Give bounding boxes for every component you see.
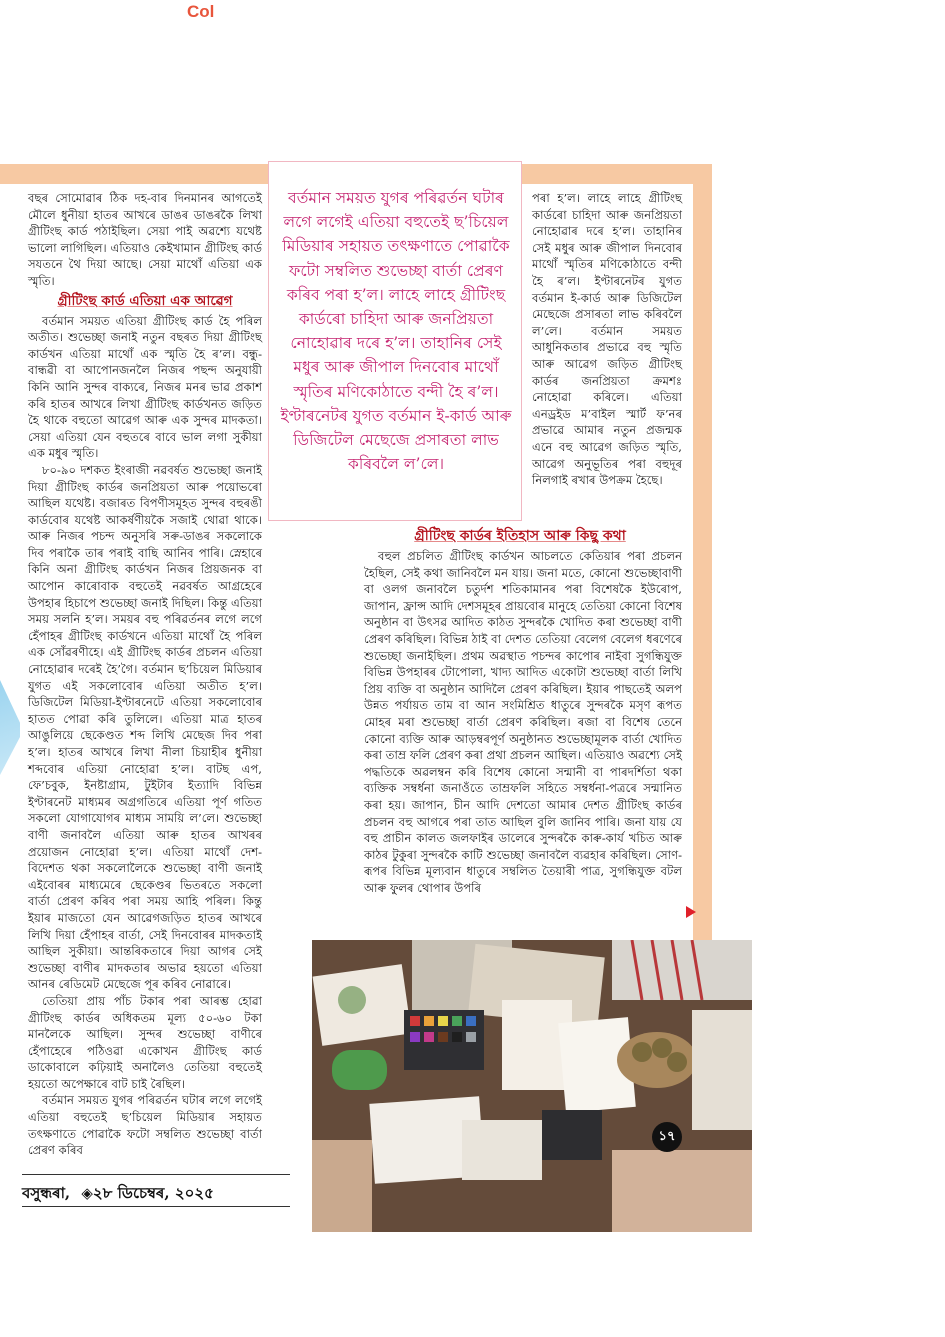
paragraph-intro: বছৰ সোমোৱাৰ ঠিক দহ-বাৰ দিনমানৰ আগতেই মৌলে ধুনীয়া হাতৰ আখৰে ডাঙৰ ডাঙৰকৈ লিখা গ্ৰীটিংছ কাৰ্ড পঠাইছিল। সেয়া পাই অৱশ্যে যথেষ্ট ভালো লাগিছিল। এতিয়াও কেইখামান গ্ৰীটিংছ কাৰ্ড সযতনে থৈ দিয়া আছে। সেয়া মাথোঁ এতিয়া এক স্মৃতি। bbox=[28, 191, 262, 288]
column-history bbox=[364, 548, 682, 896]
column-left bbox=[28, 190, 262, 1159]
paragraph: বৰ্তমান সময়ত এতিয়া গ্ৰীটিংছ কাৰ্ড হৈ পৰিল অতীত। শুভেচ্ছা জনাই নতুন বছৰত দিয়া গ্ৰীটিংছ কাৰ্ডখন এতিয়া মাথোঁ এক স্মৃতি হৈ ৰ’ল। বন্ধু-বান্ধৱী বা আপোনজনলৈ নিজৰ পছন্দ অনুযায়ী কিনি আনি সুন্দৰ বাক্যৰে, নিজৰ মনৰ ভাৱ প্ৰকাশ কৰি হাতৰ আখৰে লিখা গ্ৰীটিংছ কাৰ্ডখনত জড়িত হৈ থাকে বহুতো আৱেগ আৰু এক সুন্দৰ মাদকতা। সেয়া এতিয়া যেন বহুতৰে বাবে ভাল লগা সুকীয়া এক মধুৰ স্মৃতি। bbox=[28, 313, 262, 461]
continue-arrow-icon bbox=[686, 906, 696, 918]
photo-craft-table bbox=[312, 940, 752, 1232]
paragraph: ৮০-৯০ দশকত ইংৰাজী নৱবৰ্ষত শুভেচ্ছা জনাই দিয়া গ্ৰীটিংছ কাৰ্ডৰ জনপ্ৰিয়তা আৰু পয়োভৰো আছিল যথেষ্ট। বজাৰত বিপণীসমূহত সুন্দৰ বহুৰঙী কাৰ্ডবোৰ যথেষ্ট আকৰ্ষণীয়কৈ সজাই থোৱা থাকে। আৰু নিজৰ পচন্দ অনুসৰি সৰু-ডাঙৰ সকলোকে দিব পৰাকৈ তাৰ পৰাই বাছি আনিব পাৰি। স্নেহাৰে কিনি অনা গ্ৰীটিংছ কাৰ্ডখন নিজৰ প্ৰিয়জনক বা আপোন কাৰোবাক বহুতেই নৱবৰ্ষত আগ্ৰহেৰে উপহাৰ হিচাপে শুভেচ্ছা জনাই দিছিল। কিন্তু এতিয়া সময় সলনি হ’ল। সময়ৰ বহু পৰিৱৰ্তনৰ লগে লগে হেঁপাহৰ গ্ৰীটিংছ কাৰ্ডখনে এতিয়া মাথোঁ হৈ পৰিল এক সোঁৱৰণীহে। এই গ্ৰীটিংছ কাৰ্ডৰ প্ৰচলন এতিয়া নোহোৱাৰ দৰেই হৈ’গৈ। বৰ্তমান ছ’চিয়েল মিডিয়াৰ যুগত এই সকলোবোৰ এতিয়া অতীত হ’ল। ডিজিটেল মিডিয়া-ইণ্টাৰনেটে এতিয়া সকলোবোৰ হাতত পোৱা কৰি তুলিলে। এতিয়া মাত্ৰ হাতৰ আঙুলিয়ে ছেকেণ্ডত শব্দ লিখি মেছেজ দিব পৰা হ’ল। হাতৰ আখৰে লিখা নীলা চিয়াহীৰ ধুনীয়া শব্দবোৰ এতিয়া নোহোৱা হ’ল। বাটছ এপ, ফে’চবুক, ইনষ্টাগ্ৰাম, টুইটাৰ ইত্যাদি বিভিন্ন ইণ্টাৰনেট মাধ্যমৰ অগ্ৰগতিৰে এতিয়া পূৰ্ণ গতিত সকলো যোগাযোগৰ মাধ্যম সাময়ি ল’লে। শুভেচ্ছা বাণী জনাবলৈ এতিয়া আৰু হাতৰ আখৰৰ প্ৰয়োজন নোহোৱা হ’ল। এতিয়া মাথোঁ দেশ-বিদেশত থকা সকলোলৈকে শুভেচ্ছা বাণী জনাই এইবোৰৰ মাধ্যমেৰে ছেকেণ্ডৰ ভিতৰতে সকলো বাৰ্তা প্ৰেৰণ কৰিব পৰা সময় আহি পৰিল। কিন্তু ইয়াৰ মাজতো যেন আৱেগজড়িত হাতৰ আখৰে লিখি দিয়া হেঁপাহৰ বাৰ্তা, সেই দিনবোৰৰ মাদকতাই আছিল সুকীয়া। আন্তৰিকতাৰে দিয়া আগৰ সেই শুভেচ্ছা বাণীৰ মাদকতাৰ অভাৱ হয়তো এতিয়া আনৰ ৰেডিমেট মেছেজে পূৰ কৰিব নোৱাৰে। bbox=[28, 462, 262, 992]
page-number: ১৭ bbox=[652, 1122, 682, 1152]
header-tag: Col bbox=[187, 2, 215, 21]
publication-name: বসুন্ধৰা, bbox=[22, 1184, 71, 1202]
footer-publication bbox=[22, 1182, 214, 1207]
footer-rule-bottom bbox=[22, 1206, 290, 1207]
subheading-emotion: গ্ৰীটিংছ কাৰ্ড এতিয়া এক আৱেগ bbox=[57, 292, 233, 309]
footer-rule-top bbox=[22, 1174, 290, 1175]
publication-date: ◈২৮ ডিচেম্বৰ, ২০২৫ bbox=[81, 1184, 214, 1202]
section-heading-history: গ্ৰীটিংছ কাৰ্ডৰ ইতিহাস আৰু কিছু কথা bbox=[414, 528, 626, 544]
paragraph: পৰা হ’ল। লাহে লাহে গ্ৰীটিংছ কাৰ্ডৰো চাহিদা আৰু জনপ্ৰিয়তা নোহোৱাৰ দৰে হ’ল। তাহানিৰ সেই মধুৰ আৰু জীপাল দিনবোৰ মাথোঁ স্মৃতিৰ মণিকোঠাতে বন্দী হৈ ৰ’ল। ইণ্টাৰনেটৰ যুগত বৰ্তমান ই-কাৰ্ড আৰু ডিজিটেল মেছেজে প্ৰসাৰতা লাভ কৰিবলৈ ল’লে। বৰ্তমান সময়ত আধুনিকতাৰ প্ৰভাৱে বহু স্মৃতি আৰু আৱেগ জড়িত গ্ৰীটিংছ কাৰ্ডৰ জনপ্ৰিয়তা ক্ৰমশঃ নোহোৱা কৰিলে। এতিয়া এনড্ৰইড ম’বাইল স্মাৰ্ট ফ’নৰ প্ৰভাৱে আমাৰ নতুন প্ৰজন্মক এনে বহু আৱেগ জড়িত স্মৃতি, আৱেগ অনুভূতিৰ পৰা বহুদূৰ নিলগাই ৰখাৰ উপক্ৰম হৈছে। bbox=[532, 191, 682, 488]
pull-quote-text: বৰ্তমান সময়ত যুগৰ পৰিৱৰ্তন ঘটাৰ লগে লগেই এতিয়া বহুতেই ছ’চিয়েল মিডিয়াৰ সহায়ত তৎক্ষণাতে পোৱাকৈ ফটো সম্বলিত শুভেচ্ছা বাৰ্তা প্ৰেৰণ কৰিব পৰা হ’ল। লাহে লাহে গ্ৰীটিংছ কাৰ্ডৰো চাহিদা আৰু জনপ্ৰিয়তা নোহোৱাৰ দৰে হ’ল। তাহানিৰ সেই মধুৰ আৰু জীপাল দিনবোৰ মাথোঁ স্মৃতিৰ মণিকোঠাতে বন্দী হৈ ৰ’ল। ইণ্টাৰনেটৰ যুগত বৰ্তমান ই-কাৰ্ড আৰু ডিজিটেল মেছেজে প্ৰসাৰতা লাভ কৰিবলৈ ল’লে। bbox=[280, 189, 512, 474]
paragraph: তেতিয়া প্ৰায় পাঁচ টকাৰ পৰা আৰম্ভ হোৱা গ্ৰীটিংছ কাৰ্ডৰ অধিকতম মূল্য ৫০-৬০ টকা মানলৈকে আছিল। সুন্দৰ শুভেচ্ছা বাণীৰে হেঁপাহেৰে পঠিওৱা একোখন গ্ৰীটিংছ কাৰ্ড ডাকোবালে কঢ়িয়াই অনালৈও তেতিয়া বহুতেই হয়তো অপেক্ষাৰে বাট চাই ৰৈছিল। bbox=[28, 993, 262, 1091]
photo-illustration bbox=[312, 940, 752, 1232]
paragraph: বৰ্তমান সময়ত যুগৰ পৰিৱৰ্তন ঘটাৰ লগে লগেই এতিয়া বহুতেই ছ’চিয়েল মিডিয়াৰ সহায়ত তৎক্ষণাতে পোৱাকৈ ফটো সম্বলিত শুভেচ্ছা বাৰ্তা প্ৰেৰণ কৰিব bbox=[28, 1093, 262, 1158]
paragraph: বহুল প্ৰচলিত গ্ৰীটিংছ কাৰ্ডখন আচলতে কেতিয়াৰ পৰা প্ৰচলন হৈছিল, সেই কথা জানিবলৈ মন যায়। জনা মতে, কোনো শুভেচ্ছাবাণী বা ওলগ জনাবলৈ চতুৰ্দশ শতিকামানৰ পৰা বিশেষকৈ ইউৰোপ, জাপান, ফ্ৰান্স আদি দেশসমূহৰ প্ৰায়বোৰ মানুহে তেতিয়া কোনো বিশেষ অনুষ্ঠান বা উৎসৱ আদিত কাঠত সুন্দৰকৈ খোদিত কৰা শুভেচ্ছা বাণী প্ৰেৰণ কৰিছিল। বিভিন্ন ঠাই বা দেশত তেতিয়া বেলেগ বেলেগ ধৰণেৰে শুভেচ্ছা জনাইছিল। প্ৰথম অৱস্থাত পচন্দৰ কাপোৰ নাইবা সুগন্ধিযুক্ত বিভিন্ন উপহাৰৰ টোপোলা, খাদ্য আদিত একোটা শুভেচ্ছা বাৰ্তা লিখি প্ৰিয় ব্যক্তি বা অনুষ্ঠান আদিলৈ প্ৰেৰণ কৰিছিল। ইয়াৰ পাছতেই অলপ উন্নত পৰ্যায়ত তাম বা আন সংমিশ্ৰিত ধাতুৰে সুন্দৰকৈ মসৃণ ৰূপত মোহৰ মৰা শুভেচ্ছা বাৰ্তা প্ৰেৰণ কৰিছিল। ৰজা বা বিশেষ তেনে কোনো ব্যক্তি আৰু আড়ম্বৰপূৰ্ণ অনুষ্ঠানত শুভেচ্ছামূলক বাৰ্তা খোদিত কৰা তাম্ৰ ফলি প্ৰেৰণ কৰা প্ৰথা প্ৰচলন আছিল। এতিয়াও অৱশ্যে সেই পদ্ধতিকে অৱলম্বন কৰি বিশেষ কোনো সন্মানী বা পাৰদৰ্শিতা থকা ব্যক্তিক সম্বৰ্ধনা জনাওঁতে তাম্ৰফলি সহিতে সম্বৰ্ধনা-পত্ৰৰে সন্মানিত কৰা হয়। জাপান, চীন আদি দেশতো আমাৰ দেশত গ্ৰীটিংছ কাৰ্ডৰ প্ৰচলন বহু আগৰে পৰা তাত আছিল বুলি জানিব পাৰি। জনা যায় যে বহু প্ৰাচীন কালত জলফাইৰ ডালেৰে সুন্দৰকৈ কাৰু-কাৰ্য খচিত আৰু কাঠৰ টুকুৰা সুন্দৰকৈ কাটি শুভেচ্ছা জনাবলৈ ব্যৱহাৰ কৰিছিল। সোণ-ৰূপৰ বিভিন্ন মূল্যবান ধাতুৰে সম্বলিত তৈয়াৰী পাত্ৰ, সুগন্ধিযুক্ত বটল আৰু ফুলৰ থোপাৰ উপৰি bbox=[364, 549, 682, 895]
column-right bbox=[532, 190, 682, 489]
